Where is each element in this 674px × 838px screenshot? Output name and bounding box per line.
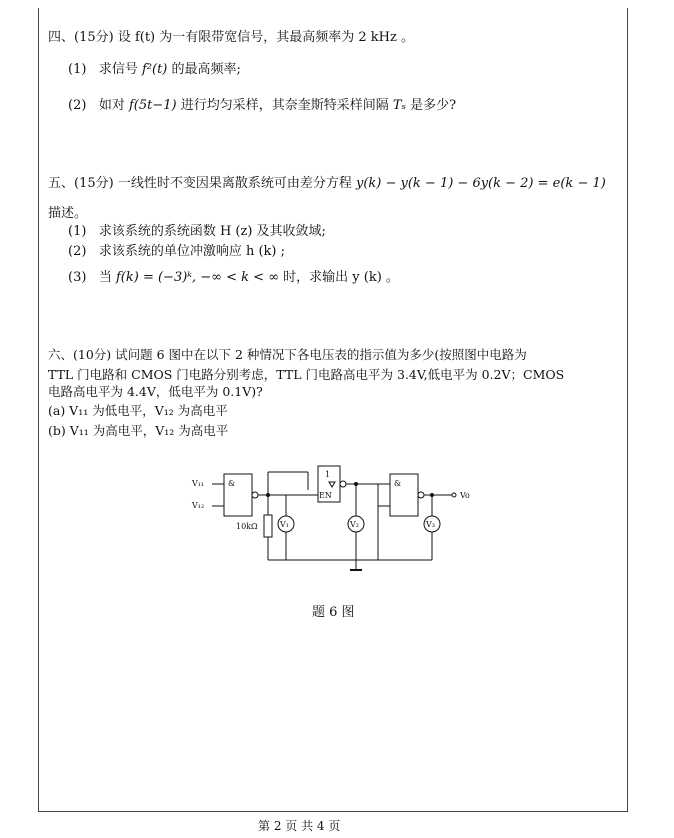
q4-title: 四、(15分) 设 f(t) 为一有限带宽信号，其最高频率为 2 kHz 。 <box>48 30 414 45</box>
q5-item-2-text: 求该系统的单位冲激响应 h (k) ; <box>98 244 285 259</box>
q5-title-text: 五、(15分) 一线性时不变因果离散系统可由差分方程 <box>48 176 352 191</box>
q4-item-2-label: (2) <box>68 98 87 113</box>
q4-item-1-expr: f²(t) <box>141 62 168 77</box>
q4-item-2 <box>68 98 456 114</box>
q5-item-3-expr: f(k) = (−3)ᵏ, −∞ < k < ∞ <box>115 270 280 285</box>
buffer-en-label: EN <box>319 491 332 500</box>
buffer-symbol: 1 <box>325 470 331 479</box>
q5-item-1-text: 求该系统的系统函数 H (z) 及其收敛域; <box>98 224 326 239</box>
q6-case-a: (a) V₁₁ 为低电平，V₁₂ 为高电平 <box>48 403 228 418</box>
q5-item-3-text-a: 当 <box>98 270 112 285</box>
q4-item-2-sym: Tₛ <box>392 98 406 113</box>
voltmeter-2-label: V₂ <box>350 520 359 529</box>
q6-case-b: (b) V₁₁ 为高电平，V₁₂ 为高电平 <box>48 423 229 438</box>
circuit-diagram <box>190 460 480 585</box>
output-label: Vo <box>460 491 470 500</box>
q4-item-2-text-a: 如对 <box>98 98 125 113</box>
q5-item-2 <box>68 244 285 260</box>
tristate-triangle-icon <box>329 482 335 487</box>
page-footer: 第 2 页 共 4 页 <box>258 819 341 833</box>
q6-line-2: TTL 门电路和 CMOS 门电路分别考虑，TTL 门电路高电平为 3.4V,低电平为 0.2V；CMOS <box>48 367 565 382</box>
q5-item-2-label: (2) <box>68 244 87 259</box>
voltmeter-1-label: V₁ <box>280 520 289 529</box>
q4-item-1-label: (1) <box>68 62 87 77</box>
q5-item-1 <box>68 224 326 240</box>
q6-line-1: 六、(10分) 试问题 6 图中在以下 2 种情况下各电压表的指示值为多少(按照图中电路为 <box>48 347 527 362</box>
q5-item-3-text-b: 时，求输出 y (k) 。 <box>283 270 399 285</box>
q5-title-expr: y(k) − y(k − 1) − 6y(k − 2) = e(k − 1) <box>355 176 606 191</box>
voltmeter-3-label: V₃ <box>426 520 435 529</box>
resistor-label: 10kΩ <box>236 522 258 531</box>
q5-title <box>48 176 606 192</box>
and-gate-1-symbol: & <box>228 479 236 488</box>
q5-item-1-label: (1) <box>68 224 87 239</box>
q4-item-2-text-b: 进行均匀采样，其奈奎斯特采样间隔 <box>180 98 389 113</box>
q5-item-3 <box>68 270 399 286</box>
q6-line-3: 电路高电平为 4.4V，低电平为 0.1V)? <box>48 384 263 399</box>
q5-item-3-label: (3) <box>68 270 87 285</box>
and-gate-1-bubble <box>252 492 258 498</box>
resistor <box>264 515 272 537</box>
input-v12-label: V₁₂ <box>192 501 205 510</box>
q4-item-1 <box>68 62 241 78</box>
q4-item-1-text-b: 的最高频率; <box>171 62 241 77</box>
and-gate-2-bubble <box>418 492 424 498</box>
buffer-bubble <box>340 481 346 487</box>
q4-item-2-expr: f(5t−1) <box>128 98 177 113</box>
input-v11-label: V₁₁ <box>192 479 205 488</box>
figure-caption: 题 6 图 <box>312 605 355 620</box>
q4-item-1-text-a: 求信号 <box>98 62 138 77</box>
output-terminal <box>452 493 456 497</box>
q4-item-2-text-c: 是多少? <box>410 98 457 113</box>
and-gate-2-symbol: & <box>394 479 402 488</box>
q5-continuation: 描述。 <box>48 206 88 221</box>
